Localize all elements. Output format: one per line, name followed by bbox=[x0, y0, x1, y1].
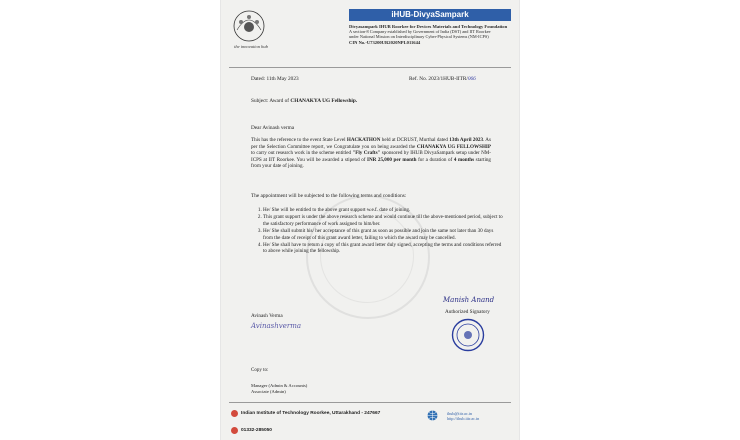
logo-caption: the innovation hub bbox=[234, 44, 268, 49]
signee-name: Avinash Verma bbox=[251, 313, 283, 319]
para-date: 13th April 2023 bbox=[449, 137, 483, 143]
brand-line1: Divyasampark IHUB Roorkee for Devices Materials and Technology Foundation bbox=[349, 24, 508, 29]
para-duration: 4 months bbox=[453, 156, 475, 163]
para-text: to carry out research work in the scheme entitled bbox=[251, 150, 353, 157]
authorized-signatory-label: Authorized Signatory bbox=[445, 309, 490, 315]
footer-phone: 01332-285050 bbox=[241, 428, 272, 433]
term-item: 2. This grant support is under the above research scheme and would continue till the above-mentioned period, subject to the satisfactory performance of work assigned to him/her. bbox=[263, 214, 503, 227]
para-text: sponsored by IHUB DivyaSampark setup under NM-ICPS at IIT Roorkee. You will be awarded a stipend of bbox=[251, 150, 491, 163]
footer-web-link[interactable]: http://ihub.iitr.ac.in bbox=[447, 416, 480, 421]
authority-signature: Manish Anand bbox=[443, 296, 495, 304]
globe-icon bbox=[427, 410, 438, 421]
footer-address: Indian Institute of Technology Roorkee, Uttarakhand - 247667 bbox=[241, 411, 381, 416]
para-text: . As per the Selection Committee report, we Congratulate you on being awarded the bbox=[251, 137, 491, 150]
subject-prefix: Subject: Award of bbox=[251, 98, 291, 104]
para-text: held at DCRUST, Murthal dated bbox=[380, 137, 450, 143]
ihub-logo-icon bbox=[229, 6, 269, 46]
header-divider bbox=[229, 67, 511, 68]
brand-name: iHUB-DivyaSampark bbox=[349, 9, 511, 21]
phone-icon bbox=[231, 427, 238, 434]
award-paragraph bbox=[251, 137, 491, 170]
copy-to-item: Associate (Admin) bbox=[251, 388, 286, 394]
term-item: 3. He/ She shall submit his/ her acceptance of this grant as soon as possible and join the same not later than 30 days from the date of receipt of this grant award letter, failing to which the award may be cancelled. bbox=[263, 228, 503, 241]
copy-to-label: Copy to: bbox=[251, 368, 269, 373]
subject-title: CHANAKYA UG Fellowship. bbox=[290, 98, 358, 104]
brand-cin: CIN No.-U73200UR2020NPL011644 bbox=[349, 39, 421, 45]
reference-number bbox=[409, 76, 476, 82]
terms-list bbox=[251, 207, 503, 256]
footer-email-link[interactable]: ihub@iitr.ac.in bbox=[447, 411, 473, 416]
copy-to-list bbox=[251, 383, 307, 395]
subject-line bbox=[251, 98, 357, 104]
salutation: Dear Avinash verma bbox=[251, 125, 295, 131]
letter-page bbox=[221, 0, 519, 440]
brand-line3: under National Mission on Interdisciplinary Cyber-Physical Systems (NM-ICPS) bbox=[349, 34, 489, 40]
signee-signature: Avinashverma bbox=[251, 322, 302, 330]
para-hackathon: HACKATHON bbox=[346, 137, 381, 143]
footer-contacts bbox=[447, 411, 479, 421]
ref-number: 066 bbox=[467, 76, 476, 82]
letter-date: Dated: 11th May 2023 bbox=[251, 76, 299, 82]
ref-prefix: Ref. No. 2023/1HUB-IITR/ bbox=[409, 76, 468, 82]
term-item: 4. He/ She shall have to return a copy of this grant award letter duly signed, accepting the terms and conditions referred to above while joining the fellowship. bbox=[263, 242, 503, 255]
appointment-intro: The appointment will be subjected to the following terms and conditions: bbox=[251, 193, 407, 199]
copy-to-item: Manager (Admin & Accounts) bbox=[251, 383, 308, 388]
location-icon bbox=[231, 410, 238, 417]
para-stipend: INR 25,000 per month bbox=[367, 156, 417, 163]
para-text: This has the reference to the event State Level bbox=[251, 137, 347, 143]
footer-divider bbox=[229, 402, 511, 403]
para-text: starting from your date of joining. bbox=[251, 156, 491, 170]
term-item: 1. He/ She will be entitled to the above grant support w.e.f. date of joining. bbox=[263, 207, 503, 213]
brand-details bbox=[349, 24, 511, 45]
para-fellowship: CHANAKYA UG FELLOWSHIP bbox=[416, 143, 491, 150]
para-scheme: "Fly Crafts" bbox=[352, 150, 381, 157]
para-text: for a duration of bbox=[416, 156, 454, 163]
brand-line2: A section-8 Company established by Government of India (DST) and IIT Roorkee bbox=[349, 29, 491, 35]
official-stamp-icon bbox=[451, 318, 485, 352]
